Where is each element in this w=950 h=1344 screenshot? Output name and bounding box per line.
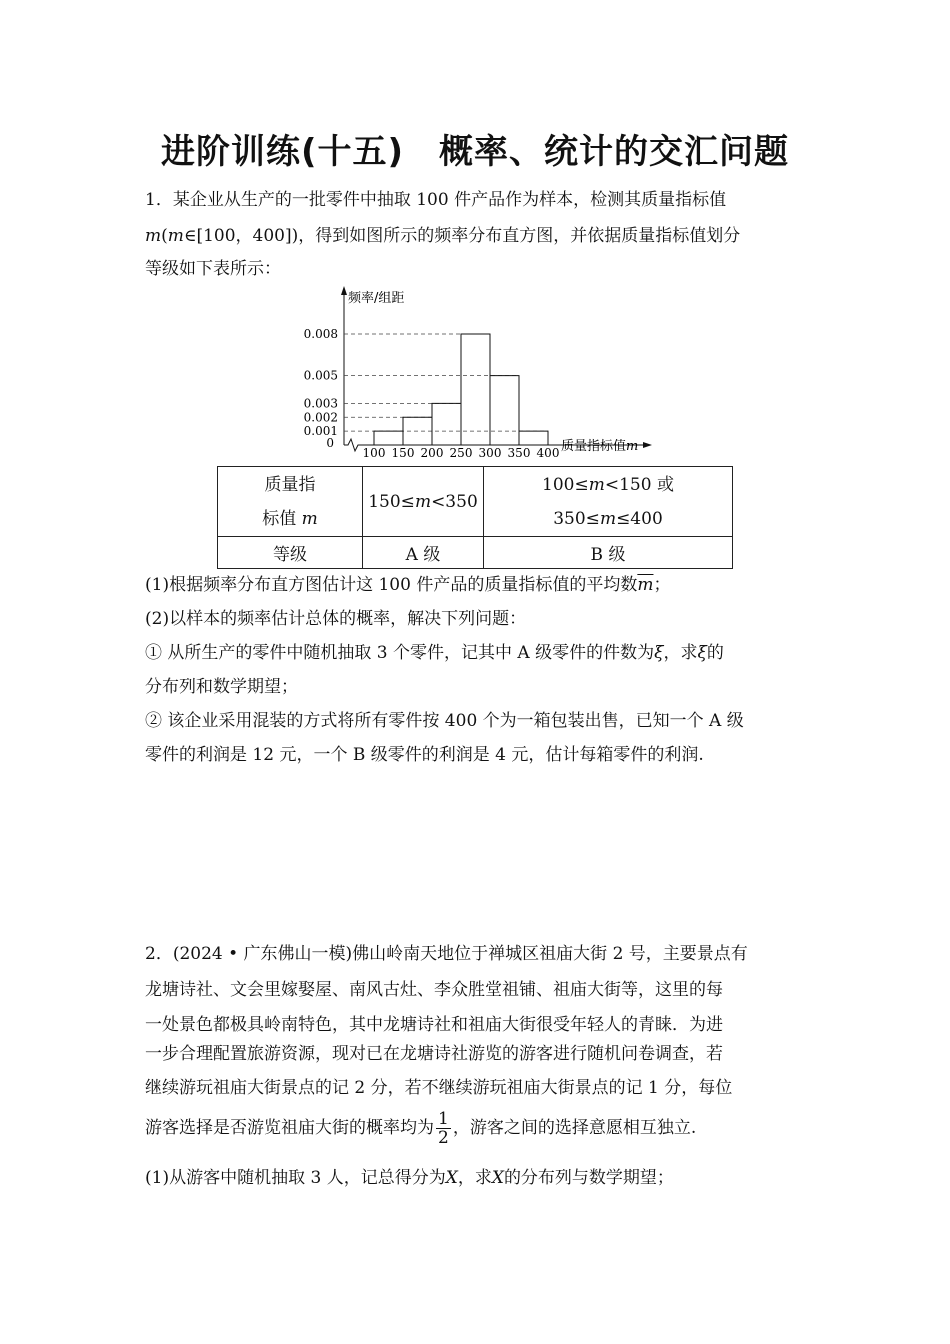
- x-tick-label: 350: [507, 446, 531, 460]
- fraction-one-half: $\frac{1}{2}$: [438, 1109, 449, 1148]
- q2-line4: 一步合理配置旅游资源，现对已在龙塘诗社游览的游客进行随机问卷调查，若: [145, 1044, 723, 1064]
- q2-line2: 龙塘诗社、文会里嫁娶屋、南风古灶、李众胜堂祖铺、祖庙大街等，这里的每: [145, 980, 723, 1000]
- q2-line1: 2．(2024 • 广东佛山一模)佛山岭南天地位于禅城区祖庙大街 2 号，主要景点有: [145, 944, 748, 964]
- origin-label: 0: [326, 436, 334, 450]
- q1-sub2-line1: ② 该企业采用混装的方式将所有零件按 400 个为一箱包装出售，已知一个 A 级: [145, 711, 744, 731]
- q1-sub2-line2: 零件的利润是 12 元，一个 B 级零件的利润是 4 元，估计每箱零件的利润.: [145, 745, 704, 765]
- q1-sub1-line2: 分布列和数学期望；: [145, 677, 298, 697]
- table-cell-metric-header: 质量指 标值 m: [218, 467, 363, 537]
- q1-part2: (2)以样本的频率估计总体的概率，解决下列问题：: [145, 609, 527, 629]
- x-tick-label: 100: [362, 446, 386, 460]
- x-tick-label: 150: [391, 446, 415, 460]
- y-tick-label: 0.002: [303, 410, 338, 425]
- histogram-bar: [461, 334, 490, 445]
- x-tick-label: 300: [478, 446, 502, 460]
- histogram-bar: [490, 376, 519, 445]
- table-cell-grade-header: 等级: [218, 537, 363, 569]
- var-m: m: [145, 226, 162, 246]
- y-axis-label: 频率/组距: [348, 291, 405, 306]
- y-tick-label: 0.001: [303, 424, 338, 439]
- q2-line5: 继续游玩祖庙大街景点的记 2 分，若不继续游玩祖庙大街景点的记 1 分，每位: [145, 1078, 733, 1098]
- q2-line3: 一处景色都极具岭南特色，其中龙塘诗社和祖庙大街很受年轻人的青睐．为进: [145, 1015, 723, 1035]
- frequency-histogram: [290, 282, 660, 460]
- x-axis-arrow-icon: [643, 442, 652, 448]
- y-tick-label: 0.005: [303, 368, 338, 383]
- var-m: m: [167, 226, 184, 246]
- q1-line3: 等级如下表所示：: [145, 259, 281, 279]
- x-tick-label: 400: [536, 446, 560, 460]
- table-cell-grade-a: A 级: [363, 537, 484, 569]
- q1-line2-a: (: [161, 226, 168, 246]
- mean-m-bar: $\overline{m}$: [637, 575, 654, 595]
- grade-table: [217, 466, 733, 569]
- q1-line2: [145, 225, 740, 247]
- q1-part1: (1)根据频率分布直方图估计这 100 件产品的质量指标值的平均数$\overline{m}$；: [145, 575, 671, 595]
- q2-part1: (1)从游客中随机抽取 3 人，记总得分为X，求X的分布列与数学期望；: [145, 1168, 674, 1188]
- histogram-bar: [374, 431, 403, 445]
- table-cell-b-range: 100≤m<150 或 350≤m≤400: [484, 467, 733, 537]
- table-cell-a-range: 150≤m<350: [363, 467, 484, 537]
- histogram-bar: [432, 403, 461, 445]
- histogram-bar: [519, 431, 548, 445]
- page-title: 进阶训练(十五) 概率、统计的交汇问题: [160, 132, 790, 172]
- table-cell-grade-b: B 级: [484, 537, 733, 569]
- x-tick-label: 200: [420, 446, 444, 460]
- y-axis-arrow-icon: [341, 286, 347, 295]
- x-axis-label: 质量指标值m: [561, 439, 639, 454]
- q1-line2-b: ∈[100，400])，得到如图所示的频率分布直方图，并依据质量指标值划分: [183, 226, 741, 246]
- q2-line6: 游客选择是否游览祖庙大街的概率均为 $\frac{1}{2}$ ，游客之间的选择意愿相互独立.: [145, 1109, 697, 1148]
- q1-sub1-line1: ① 从所生产的零件中随机抽取 3 个零件，记其中 A 级零件的件数为ξ，求ξ的: [145, 643, 724, 663]
- q1-line1: 1．某企业从生产的一批零件中抽取 100 件产品作为样本，检测其质量指标值: [145, 190, 727, 210]
- x-tick-label: 250: [449, 446, 473, 460]
- y-tick-label: 0.003: [303, 396, 338, 411]
- y-tick-label: 0.008: [303, 327, 338, 341]
